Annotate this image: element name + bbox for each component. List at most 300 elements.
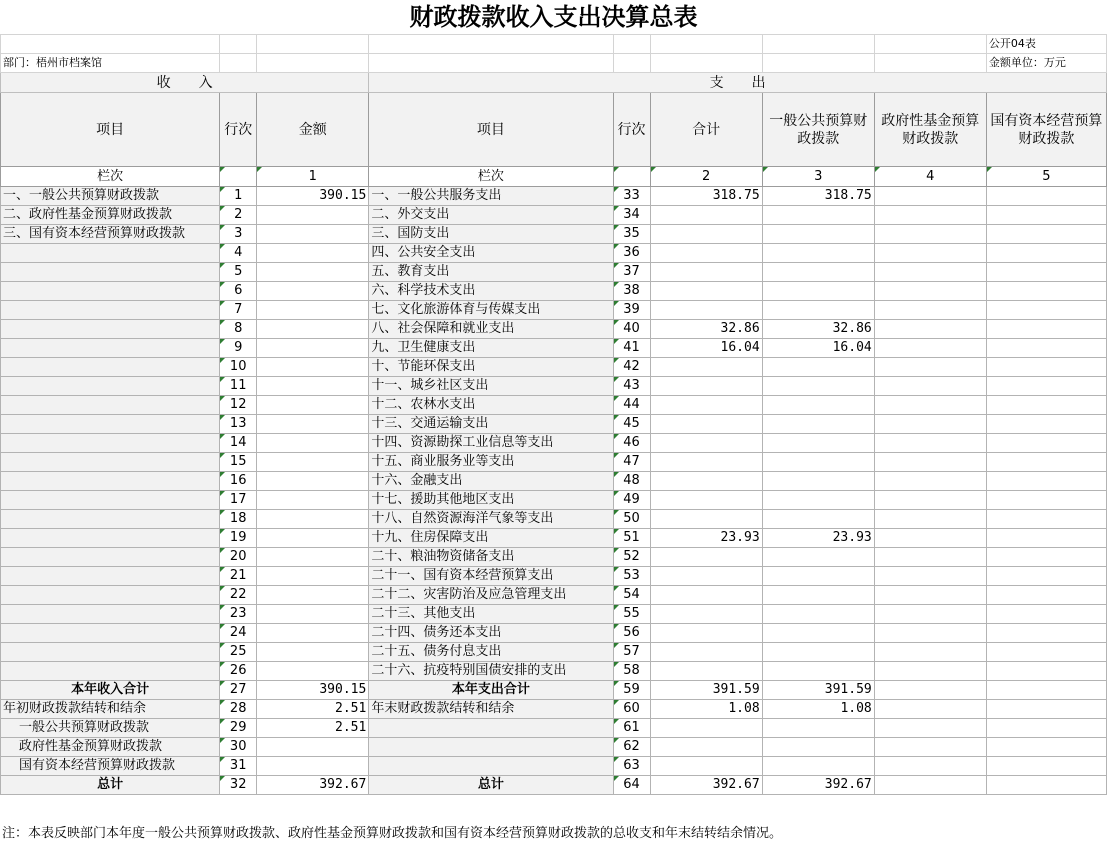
income-row-no: 11 (220, 377, 257, 396)
expense-item: 五、教育支出 (369, 263, 613, 282)
row-no: 30 (220, 738, 257, 757)
expense-total (650, 206, 762, 225)
begin-gov-fund-label: 政府性基金预算财政拨款 (1, 738, 220, 757)
income-row-no: 18 (220, 510, 257, 529)
expense-row-no: 37 (613, 263, 650, 282)
expense-gov-fund (874, 396, 986, 415)
expense-gov-fund (874, 510, 986, 529)
expense-gov-fund (874, 586, 986, 605)
expense-row-no: 51 (613, 529, 650, 548)
table-row (1, 434, 1107, 453)
expense-total (650, 415, 762, 434)
end-balance-total: 1.08 (650, 700, 762, 719)
expense-state-capital (986, 643, 1106, 662)
expense-general (762, 624, 874, 643)
income-row-no: 19 (220, 529, 257, 548)
income-amount (257, 529, 369, 548)
year-income-total-amount: 390.15 (257, 681, 369, 700)
expense-total (650, 263, 762, 282)
expense-state-capital (986, 377, 1106, 396)
table-row (1, 206, 1107, 225)
seq-col-1: 1 (257, 167, 369, 187)
expense-item: 六、科学技术支出 (369, 282, 613, 301)
expense-total: 16.04 (650, 339, 762, 358)
expense-gov-fund (874, 529, 986, 548)
expense-state-capital (986, 282, 1106, 301)
income-section-header: 收 入 (1, 73, 369, 93)
income-row-no: 9 (220, 339, 257, 358)
expense-general (762, 434, 874, 453)
begin-general-amount: 2.51 (257, 719, 369, 738)
year-expense-total: 391.59 (650, 681, 762, 700)
table-row (1, 529, 1107, 548)
expense-row-no: 40 (613, 320, 650, 339)
expense-state-capital (986, 415, 1106, 434)
expense-item: 二十五、债务付息支出 (369, 643, 613, 662)
expense-general (762, 491, 874, 510)
expense-total (650, 434, 762, 453)
income-amount (257, 206, 369, 225)
row-no: 61 (613, 719, 650, 738)
income-amount (257, 339, 369, 358)
income-amount (257, 643, 369, 662)
expense-total (650, 491, 762, 510)
expense-state-capital (986, 548, 1106, 567)
income-amount (257, 263, 369, 282)
expense-gov-fund (874, 567, 986, 586)
expense-state-capital (986, 320, 1106, 339)
expense-gov-fund (874, 434, 986, 453)
table-row (1, 377, 1107, 396)
income-item (1, 567, 220, 586)
income-amount (257, 586, 369, 605)
expense-row-no: 47 (613, 453, 650, 472)
expense-row-no: 55 (613, 605, 650, 624)
expense-row-no: 48 (613, 472, 650, 491)
table-row (1, 301, 1107, 320)
final-accounts-table (0, 34, 1107, 795)
expense-general (762, 605, 874, 624)
income-item: 一、一般公共预算财政拨款 (1, 187, 220, 206)
expense-item: 二十六、抗疫特别国债安排的支出 (369, 662, 613, 681)
expense-gov-fund (874, 263, 986, 282)
expense-row-no: 50 (613, 510, 650, 529)
department-label: 部门：梧州市档案馆 (1, 54, 220, 73)
seq-col-3: 3 (762, 167, 874, 187)
expense-general (762, 282, 874, 301)
expense-general (762, 586, 874, 605)
income-row-no: 21 (220, 567, 257, 586)
income-item (1, 529, 220, 548)
table-row (1, 415, 1107, 434)
income-item (1, 548, 220, 567)
grand-total-income-label: 总计 (1, 776, 220, 795)
footnote: 注：本表反映部门本年度一般公共预算财政拨款、政府性基金预算财政拨款和国有资本经营预算财政拨款的总收支和年末结转结余情况。 (2, 826, 783, 841)
table-row (1, 187, 1107, 206)
expense-general (762, 396, 874, 415)
expense-item: 二十、粮油物资储备支出 (369, 548, 613, 567)
seq-col-4: 4 (874, 167, 986, 187)
income-item: 三、国有资本经营预算财政拨款 (1, 225, 220, 244)
expense-general (762, 301, 874, 320)
income-amount (257, 605, 369, 624)
expense-total (650, 244, 762, 263)
expense-gov-fund (874, 225, 986, 244)
income-item (1, 377, 220, 396)
expense-item: 二、外交支出 (369, 206, 613, 225)
table-row (1, 244, 1107, 263)
expense-total (650, 510, 762, 529)
begin-balance-amount: 2.51 (257, 700, 369, 719)
income-row-no: 22 (220, 586, 257, 605)
expense-row-no: 42 (613, 358, 650, 377)
table-row (1, 339, 1107, 358)
expense-state-capital (986, 339, 1106, 358)
table-row (1, 396, 1107, 415)
income-item (1, 320, 220, 339)
expense-item: 十七、援助其他地区支出 (369, 491, 613, 510)
income-row-no: 25 (220, 643, 257, 662)
income-amount (257, 415, 369, 434)
income-row-no: 17 (220, 491, 257, 510)
income-row-no: 14 (220, 434, 257, 453)
expense-row-no: 53 (613, 567, 650, 586)
expense-state-capital (986, 624, 1106, 643)
table-row (1, 320, 1107, 339)
income-row-no: 26 (220, 662, 257, 681)
expense-item: 十四、资源勘探工业信息等支出 (369, 434, 613, 453)
income-row-no: 13 (220, 415, 257, 434)
begin-general-label: 一般公共预算财政拨款 (1, 719, 220, 738)
expense-item: 十九、住房保障支出 (369, 529, 613, 548)
expense-total (650, 548, 762, 567)
expense-row-no: 38 (613, 282, 650, 301)
expense-item: 十六、金融支出 (369, 472, 613, 491)
expense-gov-fund (874, 453, 986, 472)
seq-label: 栏次 (1, 167, 220, 187)
income-row-no: 16 (220, 472, 257, 491)
unit-label: 金额单位：万元 (986, 54, 1106, 73)
col-expense-item: 项目 (369, 93, 613, 167)
expense-gov-fund (874, 415, 986, 434)
expense-row-no: 43 (613, 377, 650, 396)
expense-general (762, 244, 874, 263)
table-row (1, 453, 1107, 472)
col-income-row-no: 行次 (220, 93, 257, 167)
table-row (1, 358, 1107, 377)
income-row-no: 5 (220, 263, 257, 282)
expense-general (762, 510, 874, 529)
income-item (1, 586, 220, 605)
expense-state-capital (986, 529, 1106, 548)
col-expense-row-no: 行次 (613, 93, 650, 167)
expense-general (762, 662, 874, 681)
expense-item: 二十四、债务还本支出 (369, 624, 613, 643)
expense-state-capital (986, 244, 1106, 263)
row-no: 63 (613, 757, 650, 776)
income-item (1, 263, 220, 282)
expense-total (650, 624, 762, 643)
income-amount (257, 377, 369, 396)
expense-row-no: 56 (613, 624, 650, 643)
income-item (1, 244, 220, 263)
col-expense-state-capital: 国有资本经营预算财政拨款 (986, 93, 1106, 167)
expense-total (650, 472, 762, 491)
table-row (1, 586, 1107, 605)
expense-state-capital (986, 662, 1106, 681)
income-row-no: 4 (220, 244, 257, 263)
expense-state-capital (986, 567, 1106, 586)
grand-total-expense-general: 392.67 (762, 776, 874, 795)
expense-total (650, 301, 762, 320)
expense-gov-fund (874, 377, 986, 396)
row-no: 64 (613, 776, 650, 795)
income-row-no: 6 (220, 282, 257, 301)
expense-state-capital (986, 605, 1106, 624)
expense-total (650, 567, 762, 586)
expense-row-no: 41 (613, 339, 650, 358)
income-row-no: 10 (220, 358, 257, 377)
expense-total (650, 225, 762, 244)
expense-item: 十一、城乡社区支出 (369, 377, 613, 396)
expense-state-capital (986, 263, 1106, 282)
income-item (1, 301, 220, 320)
grand-total-expense-label: 总计 (369, 776, 613, 795)
expense-state-capital (986, 586, 1106, 605)
grand-total-income-amount: 392.67 (257, 776, 369, 795)
form-code: 公开04表 (986, 35, 1106, 54)
income-item (1, 605, 220, 624)
expense-total (650, 358, 762, 377)
expense-section-header: 支 出 (369, 73, 1107, 93)
expense-item: 十、节能环保支出 (369, 358, 613, 377)
end-balance-general: 1.08 (762, 700, 874, 719)
expense-row-no: 57 (613, 643, 650, 662)
expense-row-no: 33 (613, 187, 650, 206)
row-no: 29 (220, 719, 257, 738)
income-amount (257, 225, 369, 244)
expense-gov-fund (874, 320, 986, 339)
expense-state-capital (986, 206, 1106, 225)
expense-general (762, 206, 874, 225)
expense-total: 32.86 (650, 320, 762, 339)
expense-total (650, 396, 762, 415)
expense-item: 十五、商业服务业等支出 (369, 453, 613, 472)
expense-row-no: 35 (613, 225, 650, 244)
year-expense-general: 391.59 (762, 681, 874, 700)
begin-balance-label: 年初财政拨款结转和结余 (1, 700, 220, 719)
income-amount (257, 453, 369, 472)
expense-state-capital (986, 396, 1106, 415)
expense-general (762, 415, 874, 434)
begin-state-capital-label: 国有资本经营预算财政拨款 (1, 757, 220, 776)
expense-gov-fund (874, 339, 986, 358)
income-amount (257, 244, 369, 263)
income-item (1, 662, 220, 681)
expense-item: 二十二、灾害防治及应急管理支出 (369, 586, 613, 605)
expense-item: 二十一、国有资本经营预算支出 (369, 567, 613, 586)
row-no: 59 (613, 681, 650, 700)
row-no: 28 (220, 700, 257, 719)
table-row (1, 548, 1107, 567)
table-row (1, 282, 1107, 301)
expense-gov-fund (874, 662, 986, 681)
expense-total (650, 586, 762, 605)
col-expense-general: 一般公共预算财政拨款 (762, 93, 874, 167)
income-item (1, 282, 220, 301)
expense-gov-fund (874, 244, 986, 263)
income-amount (257, 320, 369, 339)
income-row-no: 12 (220, 396, 257, 415)
expense-state-capital (986, 491, 1106, 510)
income-amount (257, 396, 369, 415)
expense-row-no: 34 (613, 206, 650, 225)
expense-general (762, 548, 874, 567)
income-item: 二、政府性基金预算财政拨款 (1, 206, 220, 225)
expense-gov-fund (874, 548, 986, 567)
table-row (1, 510, 1107, 529)
expense-item: 十二、农林水支出 (369, 396, 613, 415)
income-amount: 390.15 (257, 187, 369, 206)
income-item (1, 339, 220, 358)
table-row (1, 567, 1107, 586)
seq-col-2: 2 (650, 167, 762, 187)
expense-total (650, 453, 762, 472)
income-item (1, 358, 220, 377)
income-item (1, 415, 220, 434)
table-row (1, 225, 1107, 244)
income-row-no: 24 (220, 624, 257, 643)
income-item (1, 491, 220, 510)
expense-item: 一、一般公共服务支出 (369, 187, 613, 206)
expense-state-capital (986, 510, 1106, 529)
expense-row-no: 46 (613, 434, 650, 453)
income-amount (257, 662, 369, 681)
income-item (1, 453, 220, 472)
expense-total (650, 643, 762, 662)
expense-state-capital (986, 225, 1106, 244)
expense-item: 十三、交通运输支出 (369, 415, 613, 434)
expense-total (650, 605, 762, 624)
income-amount (257, 548, 369, 567)
expense-gov-fund (874, 643, 986, 662)
table-row (1, 643, 1107, 662)
expense-general (762, 377, 874, 396)
end-balance-label: 年末财政拨款结转和结余 (369, 700, 613, 719)
expense-general (762, 567, 874, 586)
grand-total-expense-total: 392.67 (650, 776, 762, 795)
expense-state-capital (986, 472, 1106, 491)
income-row-no: 20 (220, 548, 257, 567)
expense-row-no: 49 (613, 491, 650, 510)
expense-gov-fund (874, 605, 986, 624)
expense-general: 23.93 (762, 529, 874, 548)
expense-state-capital (986, 453, 1106, 472)
expense-gov-fund (874, 491, 986, 510)
income-row-no: 2 (220, 206, 257, 225)
expense-row-no: 54 (613, 586, 650, 605)
income-item (1, 396, 220, 415)
table-row (1, 263, 1107, 282)
expense-total (650, 282, 762, 301)
expense-total: 23.93 (650, 529, 762, 548)
income-amount (257, 472, 369, 491)
expense-gov-fund (874, 472, 986, 491)
expense-total (650, 662, 762, 681)
expense-general: 16.04 (762, 339, 874, 358)
income-item (1, 434, 220, 453)
year-expense-total-label: 本年支出合计 (369, 681, 613, 700)
income-item (1, 624, 220, 643)
expense-row-no: 52 (613, 548, 650, 567)
row-no: 60 (613, 700, 650, 719)
income-amount (257, 358, 369, 377)
expense-general (762, 643, 874, 662)
expense-row-no: 39 (613, 301, 650, 320)
income-amount (257, 301, 369, 320)
expense-gov-fund (874, 624, 986, 643)
expense-total: 318.75 (650, 187, 762, 206)
expense-row-no: 44 (613, 396, 650, 415)
expense-gov-fund (874, 301, 986, 320)
income-row-no: 23 (220, 605, 257, 624)
expense-general (762, 472, 874, 491)
income-item (1, 643, 220, 662)
row-no: 32 (220, 776, 257, 795)
income-amount (257, 567, 369, 586)
expense-state-capital (986, 434, 1106, 453)
income-row-no: 7 (220, 301, 257, 320)
income-amount (257, 491, 369, 510)
expense-general (762, 225, 874, 244)
col-expense-gov-fund: 政府性基金预算财政拨款 (874, 93, 986, 167)
table-row (1, 662, 1107, 681)
seq-label-expense: 栏次 (369, 167, 613, 187)
income-amount (257, 282, 369, 301)
expense-general: 318.75 (762, 187, 874, 206)
table-row (1, 605, 1107, 624)
income-row-no: 1 (220, 187, 257, 206)
expense-item: 九、卫生健康支出 (369, 339, 613, 358)
income-row-no: 3 (220, 225, 257, 244)
expense-gov-fund (874, 282, 986, 301)
expense-gov-fund (874, 206, 986, 225)
table-row (1, 472, 1107, 491)
col-income-amount: 金额 (257, 93, 369, 167)
col-expense-total: 合计 (650, 93, 762, 167)
expense-general (762, 263, 874, 282)
expense-item: 十八、自然资源海洋气象等支出 (369, 510, 613, 529)
expense-row-no: 45 (613, 415, 650, 434)
expense-general: 32.86 (762, 320, 874, 339)
row-no: 62 (613, 738, 650, 757)
income-row-no: 8 (220, 320, 257, 339)
col-income-item: 项目 (1, 93, 220, 167)
table-row (1, 491, 1107, 510)
expense-total (650, 377, 762, 396)
expense-row-no: 58 (613, 662, 650, 681)
expense-item: 三、国防支出 (369, 225, 613, 244)
row-no: 31 (220, 757, 257, 776)
expense-item: 八、社会保障和就业支出 (369, 320, 613, 339)
income-amount (257, 510, 369, 529)
expense-item: 二十三、其他支出 (369, 605, 613, 624)
income-amount (257, 624, 369, 643)
expense-state-capital (986, 187, 1106, 206)
year-income-total-label: 本年收入合计 (1, 681, 220, 700)
expense-general (762, 453, 874, 472)
expense-state-capital (986, 301, 1106, 320)
